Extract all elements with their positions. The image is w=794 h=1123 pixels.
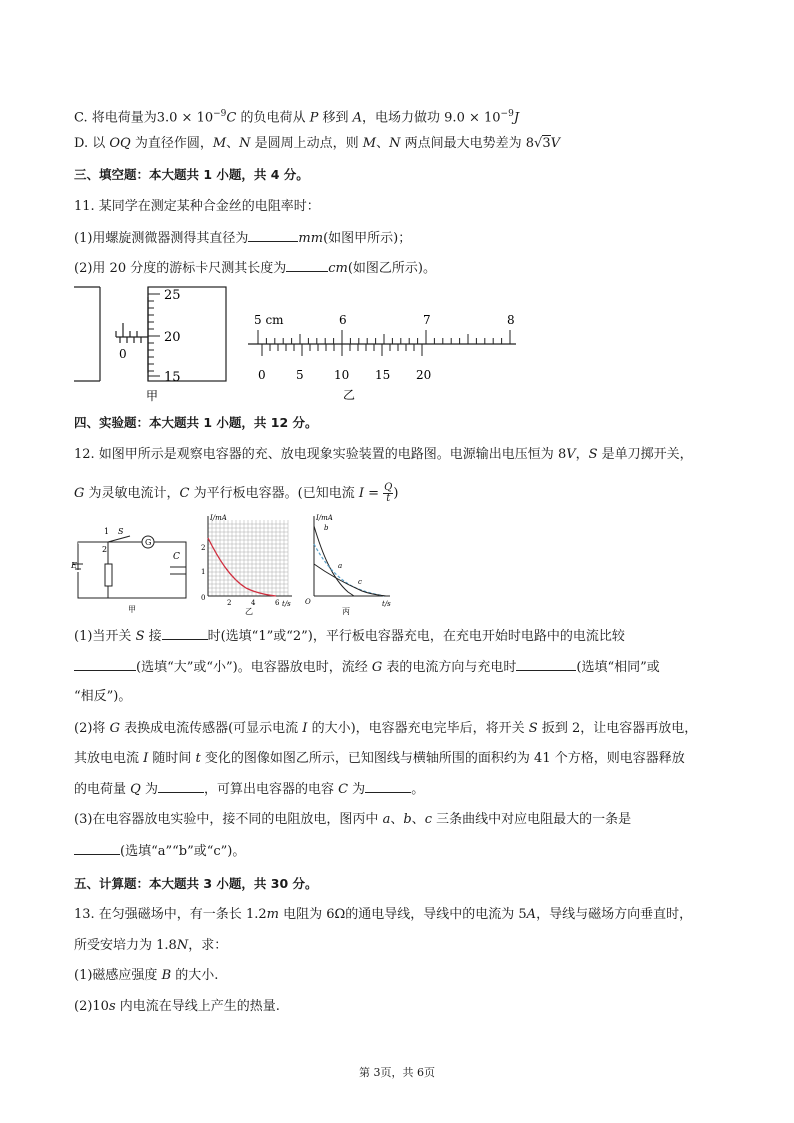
- current-graph-yi: [196, 508, 300, 618]
- label-g: G: [145, 538, 152, 547]
- question-13-line-2: [74, 937, 227, 955]
- var: c: [424, 812, 432, 827]
- question-12-part-1: [74, 627, 625, 646]
- figure-caption-bing: 丙: [342, 607, 350, 616]
- option-d: [74, 135, 560, 153]
- question-12-line-2: [74, 481, 398, 507]
- exponent: −9: [500, 109, 514, 119]
- origin-label: O: [305, 598, 311, 606]
- unit: V: [566, 447, 576, 462]
- question-12: [74, 446, 693, 464]
- text: 为: [140, 782, 158, 797]
- answer-blank[interactable]: [74, 658, 136, 671]
- answer-blank[interactable]: [248, 229, 298, 242]
- var: S: [528, 721, 538, 736]
- question-12-part-2-line-2: [74, 750, 685, 768]
- text: ，可算出电容器的电容: [203, 782, 339, 797]
- y-tick-label: 2: [201, 544, 206, 552]
- text: D. 以: [74, 136, 110, 151]
- question-13: [74, 906, 692, 924]
- text: (1)磁感应强度: [74, 968, 162, 983]
- text: ，求：: [188, 938, 228, 953]
- micrometer-figure: [68, 283, 236, 403]
- var: M: [212, 136, 227, 151]
- charge-value: 3.0 × 10: [156, 110, 214, 126]
- var: G: [371, 660, 383, 675]
- text: ，电场力做功 9.0 × 10: [362, 110, 501, 126]
- text: 12. 如图甲所示是观察电容器的充、放电现象实验装置的电路图。电源输出电压恒为 8: [74, 447, 567, 462]
- unit: A: [526, 907, 537, 922]
- page-footer: 第 3页，共 6页: [359, 1066, 435, 1079]
- text: (2)用 20 分度的游标卡尺测其长度为: [74, 261, 287, 276]
- text: (1)当开关: [74, 629, 136, 644]
- question-12-part-3: [74, 811, 631, 829]
- denominator: t: [386, 493, 391, 504]
- var: P: [309, 110, 319, 126]
- label-e: E: [71, 561, 77, 570]
- var: A: [352, 110, 363, 126]
- text: (如图甲所示)；: [323, 231, 412, 246]
- text: 为灵敏电流计，: [84, 486, 180, 501]
- text: (选填“相同”或: [576, 660, 660, 675]
- text: 为: [348, 782, 366, 797]
- unit: s: [108, 999, 116, 1014]
- text: 。: [411, 782, 425, 797]
- y-axis-label: I/mA: [210, 514, 227, 522]
- text: (如图乙所示)。: [347, 261, 436, 276]
- text: 的大小.: [171, 968, 219, 983]
- origin-label: 0: [201, 594, 206, 602]
- curve-b: [314, 526, 354, 596]
- figure-caption-jia: 甲: [146, 389, 159, 403]
- question-12-part-1-line-2: [74, 658, 660, 677]
- fraction: [383, 483, 393, 504]
- text: 13. 在匀强磁场中，有一条长 1.2: [74, 907, 267, 922]
- unit: mm: [298, 231, 324, 246]
- section-3-heading: 三、填空题：本大题共 1 小题，共 4 分。: [74, 167, 309, 182]
- text: ，导线与磁场方向垂直时，: [536, 907, 693, 922]
- var: I: [143, 751, 149, 766]
- var: Q: [130, 782, 141, 797]
- text: 的负电荷从: [236, 110, 310, 126]
- label-c: C: [173, 552, 180, 562]
- text: 、: [390, 812, 404, 827]
- current-graph-bing: [304, 508, 396, 618]
- figure-caption-yi: 乙: [343, 388, 356, 402]
- text: 电阻为 6Ω的通电导线，导线中的电流为 5: [278, 907, 527, 922]
- curve-label-b: b: [324, 524, 329, 532]
- var: I: [302, 721, 308, 736]
- main-scale-label: 8: [507, 313, 515, 327]
- unit: m: [266, 907, 279, 922]
- unit: cm: [328, 261, 348, 276]
- text: 为直径作圆，: [130, 136, 213, 151]
- section-5-heading: 五、计算题：本大题共 3 小题，共 30 分。: [74, 876, 318, 891]
- unit: V: [550, 136, 561, 151]
- var: C: [179, 486, 190, 501]
- x-tick-label: 4: [251, 599, 256, 607]
- option-c: [74, 105, 519, 127]
- label-s: S: [118, 527, 124, 536]
- text: (2)10: [74, 999, 109, 1014]
- var: B: [161, 968, 172, 983]
- curve-label-a: a: [338, 562, 343, 570]
- var: N: [389, 136, 401, 151]
- text: 扳到 2，让电容器再放电，: [537, 721, 698, 736]
- x-axis-label: t/s: [282, 600, 291, 608]
- var: t: [195, 751, 201, 766]
- var: N: [239, 136, 251, 151]
- sqrt-sign: √: [534, 136, 543, 151]
- text: 三条曲线中对应电阻最大的一条是: [431, 812, 632, 827]
- circuit-figure: [72, 522, 198, 614]
- text: 表的电流方向与充电时: [382, 660, 517, 675]
- text: (选填“大”或“小”)。电容器放电时，流经: [136, 660, 372, 675]
- discharge-curve: [208, 538, 276, 596]
- var: S: [588, 447, 598, 462]
- text: 两点间最大电势差为 8: [400, 136, 535, 151]
- text: 、: [226, 136, 240, 151]
- text: 其放电电流: [74, 751, 144, 766]
- text: 内电流在导线上产生的热量.: [115, 999, 280, 1014]
- question-12-part-1-line-3: “相反”)。: [74, 689, 132, 704]
- var: M: [362, 136, 377, 151]
- text: 表换成电流传感器(可显示电流: [119, 721, 303, 736]
- caliper-figure: [246, 306, 526, 402]
- y-tick-label: 1: [201, 568, 206, 576]
- text: 移到: [318, 110, 353, 126]
- section-4-heading: 四、实验题：本大题共 1 小题，共 12 分。: [74, 415, 318, 430]
- label-2: 2: [102, 545, 108, 554]
- zero-label: 0: [119, 347, 127, 361]
- scale-label-15: 15: [164, 370, 181, 385]
- vernier-label: 0: [258, 368, 266, 382]
- vernier-label: 5: [296, 368, 304, 382]
- curve-a: [314, 544, 384, 596]
- question-11-part-1: [74, 229, 411, 248]
- text: (选填“a”“b”或“c”)。: [120, 844, 246, 859]
- question-13-part-2: [74, 998, 280, 1016]
- text: =: [363, 486, 384, 501]
- scale-label-20: 20: [164, 330, 181, 345]
- var: a: [382, 812, 391, 827]
- answer-blank[interactable]: [516, 658, 576, 671]
- vernier-label: 20: [416, 368, 432, 382]
- scale-label-25: 25: [164, 288, 181, 303]
- option-c-text: C. 将电荷量为: [74, 110, 157, 126]
- vernier-label: 10: [334, 368, 350, 382]
- radicand: 3: [542, 136, 551, 151]
- x-tick-label: 2: [227, 599, 232, 607]
- x-axis-label: t/s: [382, 600, 391, 608]
- text: 的电荷量: [74, 782, 131, 797]
- numerator: Q: [384, 482, 393, 493]
- answer-blank[interactable]: [158, 780, 204, 793]
- question-13-part-1: [74, 967, 218, 985]
- vernier-label: 15: [375, 368, 391, 382]
- figure-caption-yi: 乙: [245, 607, 253, 616]
- x-tick-label: 6: [275, 599, 280, 607]
- question-11-part-2: [74, 259, 436, 278]
- text: 、: [376, 136, 390, 151]
- text: 是圆周上动点，则: [250, 136, 363, 151]
- text: 变化的图像如图乙所示，已知图线与横轴所围的面积约为 41 个方格，则电容器释放: [200, 751, 685, 766]
- main-scale-label: 7: [423, 313, 431, 327]
- text: (1)用螺旋测微器测得其直径为: [74, 231, 249, 246]
- y-axis-label: I/mA: [316, 514, 333, 522]
- unit: N: [176, 938, 189, 953]
- var: C: [338, 782, 349, 797]
- main-scale-label: 6: [339, 313, 347, 327]
- answer-blank[interactable]: [74, 842, 120, 855]
- text: 接: [144, 629, 162, 644]
- text: (2)将: [74, 721, 110, 736]
- answer-blank[interactable]: [365, 780, 411, 793]
- text: 是单刀掷开关，: [597, 447, 693, 462]
- var: I: [358, 486, 364, 501]
- text: 为平行板电容器。(已知电流: [189, 486, 359, 501]
- text: 时(选填“1”或“2”)，平行板电容器充电，在充电开始时电路中的电流比较: [207, 629, 625, 644]
- unit: J: [513, 110, 520, 126]
- curve-label-c: c: [358, 578, 362, 586]
- answer-blank[interactable]: [162, 627, 208, 640]
- unit: C: [226, 110, 237, 126]
- text: 随时间: [148, 751, 196, 766]
- figure-caption-jia: 甲: [128, 605, 136, 614]
- text: 的大小)，电容器充电完毕后，将开关: [307, 721, 529, 736]
- var: b: [403, 812, 412, 827]
- main-scale-label: 5 cm: [254, 313, 284, 327]
- curve-c: [314, 564, 386, 596]
- text: 、: [411, 812, 425, 827]
- exponent: −9: [213, 109, 227, 119]
- question-12-part-3-line-2: [74, 842, 245, 861]
- question-12-part-2: [74, 720, 697, 738]
- answer-blank[interactable]: [286, 259, 328, 272]
- text: 所受安培力为 1.8: [74, 938, 177, 953]
- var: OQ: [109, 136, 131, 151]
- text: ，: [575, 447, 589, 462]
- question-12-part-2-line-3: [74, 780, 424, 799]
- var: G: [109, 721, 120, 736]
- var: S: [135, 629, 145, 644]
- text: ): [393, 486, 399, 501]
- question-11: 11. 某同学在测定某种合金丝的电阻率时：: [74, 199, 320, 214]
- label-1: 1: [104, 527, 110, 536]
- var: G: [74, 486, 85, 501]
- text: (3)在电容器放电实验中，接不同的电阻放电，图丙中: [74, 812, 383, 827]
